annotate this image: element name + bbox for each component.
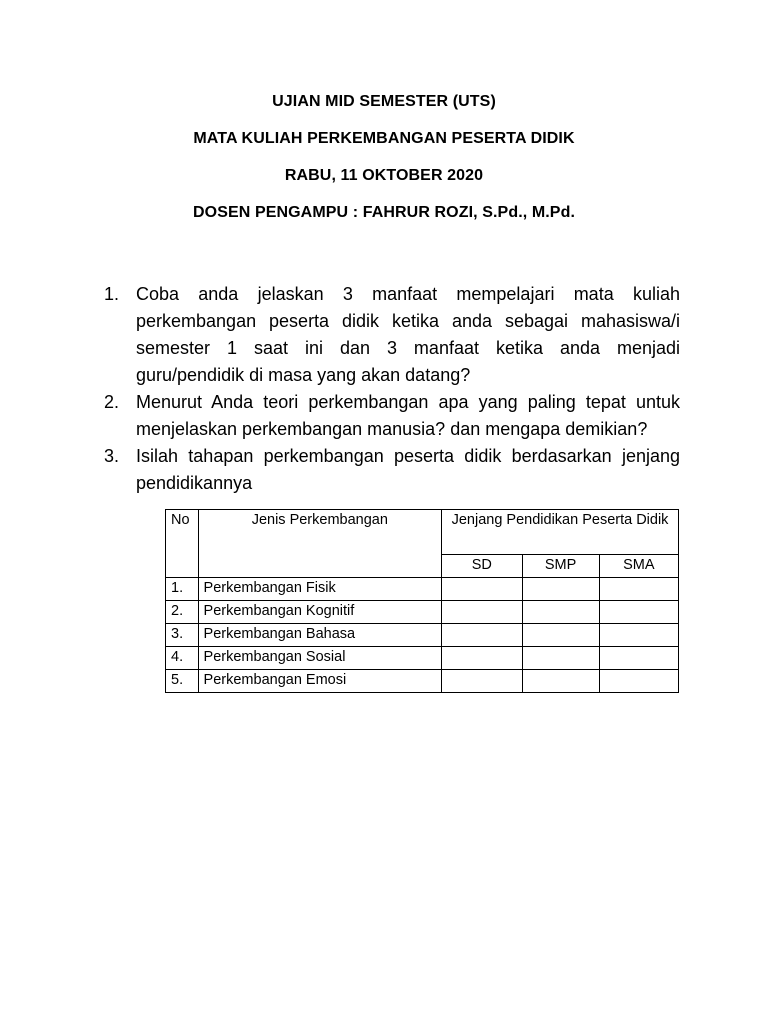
table-row — [166, 647, 679, 670]
lecturer-name: DOSEN PENGAMPU : FAHRUR ROZI, S.Pd., M.Pd. — [193, 204, 575, 221]
table-row — [166, 578, 679, 601]
exam-date: RABU, 11 OKTOBER 2020 — [284, 167, 484, 184]
cell-smp — [522, 601, 599, 624]
row-no: 3. — [166, 624, 199, 647]
row-jenis: Perkembangan Fisik — [198, 578, 442, 601]
header-sd: SD — [442, 555, 522, 578]
exam-title: UJIAN MID SEMESTER (UTS) — [272, 93, 496, 110]
cell-smp — [522, 670, 599, 693]
cell-smp — [522, 624, 599, 647]
question-number: 3. — [104, 446, 120, 466]
course-name: MATA KULIAH PERKEMBANGAN PESERTA DIDIK — [193, 130, 575, 147]
question-text: Coba anda jelaskan 3 manfaat mempelajari mata kuliah perkembangan peserta didik ketika anda sebagai mahasiswa/i semester 1 saat ini dan 3 manfaat ketika anda menjadi guru/pendidik di masa yang akan datang? — [136, 284, 680, 385]
development-table — [165, 509, 679, 693]
question-item — [104, 443, 680, 497]
table-row — [166, 601, 679, 624]
question-number: 2. — [104, 392, 120, 412]
header-no: No — [166, 510, 199, 578]
cell-sma — [599, 624, 678, 647]
question-text: Menurut Anda teori perkembangan apa yang paling tepat untuk menjelaskan perkembangan manusia? dan mengapa demikian? — [136, 392, 680, 439]
cell-sd — [442, 624, 522, 647]
row-jenis: Perkembangan Emosi — [198, 670, 442, 693]
cell-sd — [442, 647, 522, 670]
header-jenis: Jenis Perkembangan — [198, 510, 442, 578]
question-item — [104, 281, 680, 389]
cell-sd — [442, 578, 522, 601]
row-jenis: Perkembangan Bahasa — [198, 624, 442, 647]
header-smp: SMP — [522, 555, 599, 578]
cell-sma — [599, 578, 678, 601]
table-row — [166, 624, 679, 647]
question-item — [104, 389, 680, 443]
header-jenjang: Jenjang Pendidikan Peserta Didik — [442, 510, 679, 555]
cell-sd — [442, 670, 522, 693]
row-jenis: Perkembangan Kognitif — [198, 601, 442, 624]
exam-header — [0, 92, 768, 240]
cell-sma — [599, 670, 678, 693]
question-text: Isilah tahapan perkembangan peserta didik berdasarkan jenjang pendidikannya — [136, 446, 680, 493]
question-list — [104, 281, 680, 497]
cell-smp — [522, 578, 599, 601]
row-no: 2. — [166, 601, 199, 624]
row-no: 1. — [166, 578, 199, 601]
row-jenis: Perkembangan Sosial — [198, 647, 442, 670]
table-row — [166, 670, 679, 693]
question-number: 1. — [104, 284, 120, 304]
table-header-row — [166, 510, 679, 555]
row-no: 5. — [166, 670, 199, 693]
cell-sma — [599, 601, 678, 624]
cell-smp — [522, 647, 599, 670]
cell-sma — [599, 647, 678, 670]
row-no: 4. — [166, 647, 199, 670]
header-sma: SMA — [599, 555, 678, 578]
cell-sd — [442, 601, 522, 624]
